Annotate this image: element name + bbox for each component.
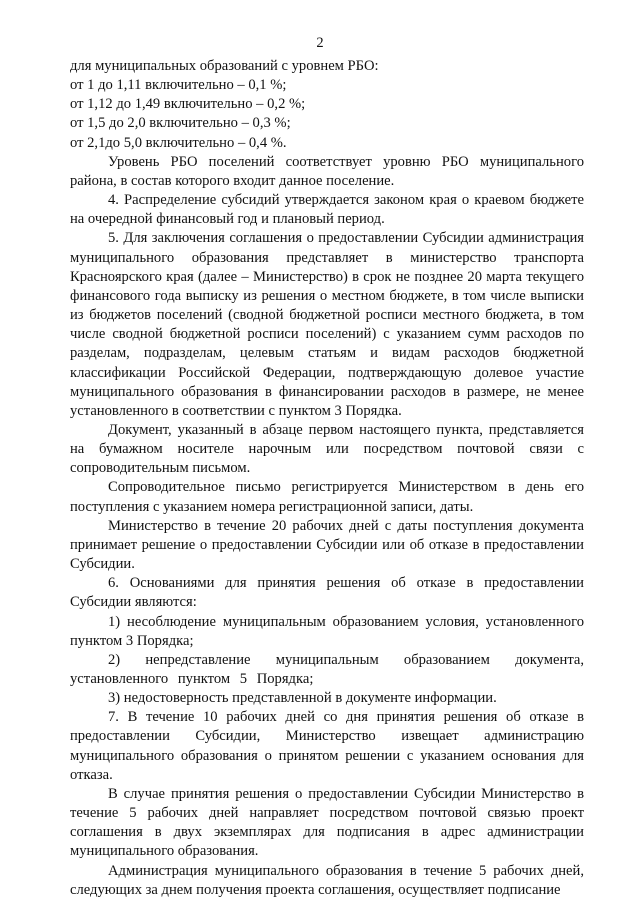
paragraph-item-4: 4. Распределение субсидий утверждается законом края о краевом бюджете на очередной финансовый год и плановый период. — [70, 192, 584, 228]
list-item-refusal-3: 3) недостоверность представленной в документе информации. — [108, 690, 497, 707]
paragraph-agreement-signing: Администрация муниципального образования в течение 5 рабочих дней, следующих за днем получения проекта соглашения, осуществляет подписание — [70, 862, 584, 898]
paragraph-item-7: 7. В течение 10 рабочих дней со дня принятия решения об отказе в предоставлении Субсидии, Министерство извещает администрацию муниципального образования о принятом решении с указанием основания для отказа. — [70, 709, 584, 783]
paragraph-ministry-decision: Министерство в течение 20 рабочих дней с даты поступления документа принимает решение о предоставлении Субсидии или об отказе в предоставлении Субсидии. — [70, 517, 584, 573]
paragraph-rbo-settlements: Уровень РБО поселений соответствует уровню РБО муниципального района, в состав которого входит данное поселение. — [70, 153, 584, 189]
list-item-rbo-2: от 1,12 до 1,49 включительно – 0,2 %; — [70, 96, 306, 113]
paragraph-cover-letter: Сопроводительное письмо регистрируется Министерством в день его поступления с указанием номера регистрационной записи, даты. — [70, 479, 584, 515]
paragraph-rbo-intro: для муниципальных образований с уровнем РБО: — [70, 58, 379, 74]
document-body — [70, 57, 584, 900]
list-item-refusal-2: 2) непредставление муниципальным образованием документа, установленного пунктом 5 Порядка; — [70, 651, 584, 687]
paragraph-item-5: 5. Для заключения соглашения о предоставлении Субсидии администрация муниципального образования представляет в министерство транспорта Красноярского края (далее – Министерство) в срок не позднее 20 марта текущего финансового года выписку из решения о местном бюджете, в том числе выписки из бюджетов поселений (сводной бюджетной росписи местного бюджета, в том числе сводной бюджетной росписи поселений) с указанием сумм расходов по разделам, подразделам, целевым статьям и видам расходов бюджетной классификации Российской Федерации, подтверждающую долевое участие муниципального образования в финансировании расходов в размере, не менее установленного в соответствии с пунктом 3 Порядка. — [70, 230, 584, 419]
paragraph-item-6: 6. Основаниями для принятия решения об отказе в предоставлении Субсидии являются: — [70, 575, 584, 611]
page-number: 2 — [316, 35, 324, 51]
paragraph-document-submission: Документ, указанный в абзаце первом настоящего пункта, представляется на бумажном носителе нарочным или посредством почтовой связи с сопроводительным письмом. — [70, 421, 584, 477]
paragraph-agreement-dispatch: В случае принятия решения о предоставлении Субсидии Министерство в течение 5 рабочих дней направляет посредством почтовой связью проект соглашения в двух экземплярах для подписания в адрес администрации муниципального образования. — [70, 785, 584, 860]
list-item-refusal-1: 1) несоблюдение муниципальным образованием условия, установленного пунктом 3 Порядка; — [70, 613, 584, 649]
list-item-rbo-3: от 1,5 до 2,0 включительно – 0,3 %; — [70, 115, 291, 132]
list-item-rbo-1: от 1 до 1,11 включительно – 0,1 %; — [70, 77, 287, 94]
list-item-rbo-4: от 2,1до 5,0 включительно – 0,4 %. — [70, 134, 287, 151]
